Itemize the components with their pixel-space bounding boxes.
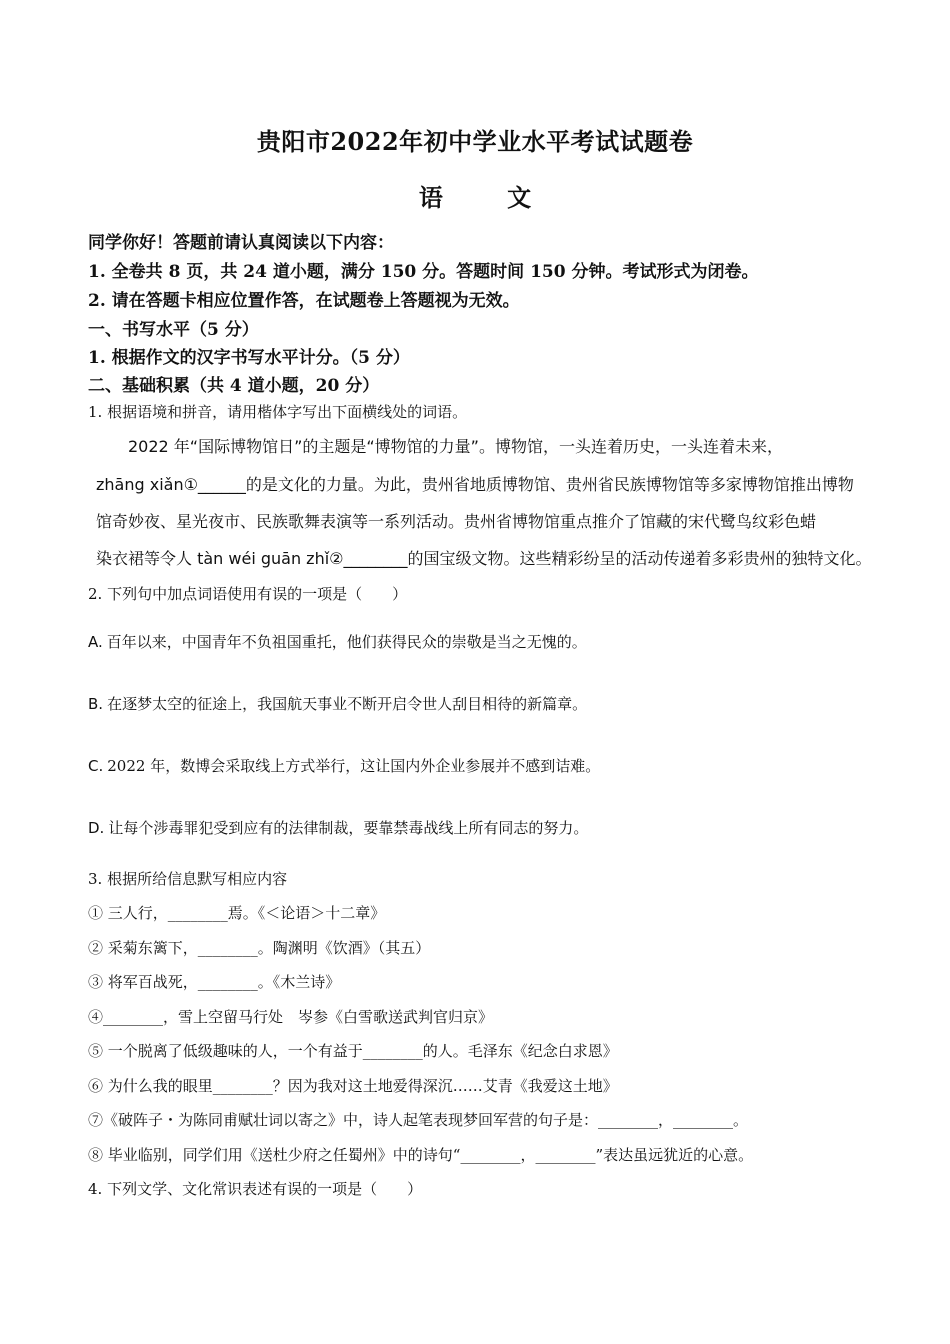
q3-item-6: ⑥ 为什么我的眼里________？因为我对这土地爱得深沉……艾青《我爱这土地》 [88, 1077, 618, 1095]
option-text: 在逐梦太空的征途上，我国航天事业不断开启令世人刮目相待的新篇章。 [107, 695, 588, 713]
q3-item-3: ③ 将军百战死，________。《木兰诗》 [88, 973, 341, 991]
q3-item-1: ① 三人行，________焉。《＜论语＞十二章》 [88, 904, 386, 922]
subject-title: 语 文 [418, 183, 560, 212]
option-text: 让每个涉毒罪犯受到应有的法律制裁，要靠禁毒战线上所有同志的努力。 [108, 819, 589, 837]
q2-option-a [88, 631, 587, 652]
intro-greeting: 同学你好！答题前请认真阅读以下内容： [88, 233, 394, 253]
option-text: 百年以来，中国青年不负祖国重托，他们获得民众的崇敬是当之无愧的。 [106, 633, 587, 651]
q4-stem: 4. 下列文学、文化常识表述有误的一项是（ ） [88, 1180, 423, 1198]
section2-heading: 二、基础积累（共 4 道小题，20 分） [88, 376, 380, 396]
q2-option-b [88, 693, 587, 714]
q3-item-8: ⑧ 毕业临别，同学们用《送杜少府之任蜀州》中的诗句“________，________”表达虽远犹近的心意。 [88, 1146, 754, 1164]
section1-heading: 一、书写水平（5 分） [88, 320, 259, 340]
q3-item-4: ④________，雪上空留马行处 岑参《白雪歌送武判官归京》 [88, 1008, 494, 1026]
intro-rule-2: 2. 请在答题卡相应位置作答，在试题卷上答题视为无效。 [88, 291, 520, 311]
q1-passage-line-3: 馆奇妙夜、星光夜市、民族歌舞表演等一系列活动。贵州省博物馆重点推介了馆藏的宋代鹭鸟纹彩色蜡 [96, 512, 817, 531]
q1-passage-line-2: zhāng xiǎn①______的是文化的力量。为此，贵州省地质博物馆、贵州省民族博物馆等多家博物馆推出博物 [96, 475, 854, 494]
q2-option-d [88, 817, 588, 838]
q3-stem: 3. 根据所给信息默写相应内容 [88, 870, 288, 888]
q3-item-2: ② 采菊东篱下，________。陶渊明《饮酒》（其五） [88, 939, 431, 957]
option-label: D. [88, 819, 105, 837]
intro-rule-1: 1. 全卷共 8 页，共 24 道小题，满分 150 分。答题时间 150 分钟。考试形式为闭卷。 [88, 262, 759, 282]
q3-item-7: ⑦《破阵子・为陈同甫赋壮词以寄之》中，诗人起笔表现梦回军营的句子是：________，________。 [88, 1111, 749, 1129]
option-label: B. [88, 695, 104, 713]
q2-stem: 2. 下列句中加点词语使用有误的一项是（ ） [88, 585, 408, 603]
q1-passage-line-4: 染衣裙等令人 tàn wéi guān zhǐ②________的国宝级文物。这些精彩纷呈的活动传递着多彩贵州的独特文化。 [96, 549, 872, 568]
q1-passage-line-1: 2022 年“国际博物馆日”的主题是“博物馆的力量”。博物馆，一头连着历史，一头连着未来， [128, 437, 783, 456]
section1-item: 1. 根据作文的汉字书写水平计分。（5 分） [88, 348, 410, 368]
option-label: A. [88, 633, 103, 651]
q3-item-5: ⑤ 一个脱离了低级趣味的人，一个有益于________的人。毛泽东《纪念白求恩》 [88, 1042, 618, 1060]
q2-option-c [88, 755, 600, 776]
q1-stem: 1. 根据语境和拼音，请用楷体字写出下面横线处的词语。 [88, 403, 468, 421]
option-label: C. [88, 757, 104, 775]
option-text: 2022 年，数博会采取线上方式举行，这让国内外企业参展并不感到诘难。 [107, 757, 601, 775]
exam-title: 贵阳市2022年初中学业水平考试试题卷 [256, 127, 694, 156]
